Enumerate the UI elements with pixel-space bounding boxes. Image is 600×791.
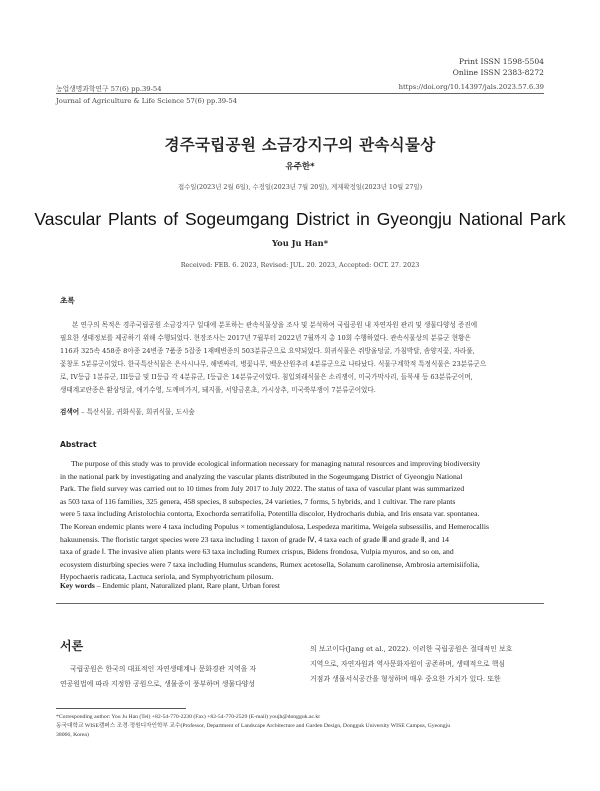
- abstract-kr-line: 로, IV등급 1분류군, III등급 및 II등급 각 4분류군, I등급은 14분류군이었다. 침입외래식물은 소리쟁이, 미국가막사리, 들묵새 등 63분류군이며,: [60, 373, 473, 381]
- abstract-kr-line: 생태계교란종은 환삼덩굴, 애기수영, 도깨비가지, 돼지풀, 서양금혼초, 가시상추, 미국쑥부쟁이 7분류군이었다.: [60, 386, 376, 394]
- abstract-en-line: were 5 taxa including Aristolochia contorta, Exochorda serratifolia, Potentilla discolor, Hydrocharis dubia, and Iris ensata var. spontanea.: [60, 509, 480, 519]
- dates-korean: 접수일(2023년 2월 6일), 수정일(2023년 7월 20일), 게재확정일(2023년 10월 27일): [177, 183, 423, 191]
- abstract-en-line: The purpose of this study was to provide ecological information necessary for managing natural resources and improving biodiversity: [71, 459, 481, 468]
- abstract-en-line: as 503 taxa of 116 families, 325 genera, 458 species, 8 subspecies, 24 varieties, 7 forms, 5 hybrids, and 1 cultivar. The rare plants: [60, 496, 456, 506]
- print-issn: Print ISSN 1598-5504: [458, 57, 544, 66]
- header-divider: [56, 93, 544, 94]
- abstract-kr-line: 꽃창포 5분류군이었다. 한국특산식물은 은사시나무, 해변싸리, 병꽃나무, 백운산원추리 4분류군으로 나타났다. 식물구계학적 특정식물은 23분류군으: [60, 360, 487, 368]
- title-english: Vascular Plants of Sogeumgang District in Gyeongju National Park: [34, 209, 566, 229]
- abstract-en-line: The Korean endemic plants were 4 taxa including Populus × tomentiglandulosa, Lespedeza maritima, Weigela subsessilis, and Hemerocallis: [60, 521, 489, 531]
- corresponding-author-footnote: [56, 713, 546, 740]
- abstract-kr-line: 116과 325속 458종 8아종 24변종 7품종 5잡종 1재배변종의 503분류군으로 요약되었다. 희귀식물은 쥐방울덩굴, 가침박달, 솜양지꽃, 자라풀,: [60, 347, 475, 355]
- abstract-en-line: taxa of grade Ⅰ. The invasive alien plants were 63 taxa including Rumex crispus, Bidens frondosa, Vulpia myuros, and so on, and: [60, 547, 454, 557]
- dates-english: Received: FEB. 6. 2023, Revised: JUL. 20. 2023, Accepted: OCT. 27. 2023: [180, 261, 420, 269]
- author-korean: 유주한*: [285, 162, 315, 172]
- intro-left-line: 연공원법에 따라 지정한 공원으로, 생물종이 풍부하며 생물다양성: [60, 680, 256, 688]
- intro-right-line: 지역으로, 자연자원과 역사문화자원이 공존하며, 생태적으로 핵심: [310, 660, 506, 668]
- intro-right-line: 의 보고이다(Jang et al., 2022). 이러한 국립공원은 절대적인 보호: [310, 645, 513, 653]
- title-korean: 경주국립공원 소금강지구의 관속식물상: [164, 136, 436, 154]
- footnote-line: *Corresponding author: You Ju Han (Tel) +82-54-770-2230 (Fax) +82-54-770-2529 (E-mail) youjh@dongguk.ac.kr: [56, 714, 321, 720]
- abstract-en-line: ecosystem disturbing species were 7 taxa including Humulus scandens, Rumex acetosella, Solanum carolinense, Ambrosia artemisiifolia,: [60, 559, 480, 569]
- abstract-en-body: [60, 458, 540, 584]
- section-divider: [56, 603, 544, 604]
- abstract-kr-body: [60, 319, 540, 397]
- abstract-kr-heading: 초록: [60, 296, 75, 305]
- intro-left-line: 국립공원은 한국의 대표적인 자연생태계나 문화경관 지역을 자: [70, 665, 257, 673]
- online-issn: Online ISSN 2383-8272: [452, 68, 544, 77]
- abstract-en-heading: Abstract: [60, 440, 97, 449]
- introduction-heading: 서론: [60, 639, 84, 653]
- intro-left-column: [60, 662, 295, 692]
- issn-block: [453, 56, 544, 78]
- doi-link[interactable]: https://doi.org/10.14397/jals.2023.57.6.39: [398, 83, 544, 91]
- intro-right-line: 거점과 생물서식공간을 형성하며 매우 중요한 가치가 있다. 또한: [310, 675, 501, 683]
- author-english: You Ju Han*: [271, 238, 329, 248]
- footnote-divider: [56, 708, 186, 709]
- footnote-line: 동국대학교 WISE캠퍼스 조경·정원디자인학부 교수(Professor, Department of Landscape Architecture and Garden Design, Dongguk University WISE Campus, Gyeongju: [56, 723, 451, 729]
- keywords-kr: [60, 406, 195, 416]
- abstract-en-line: hakuunensis. The floristic target species were 23 taxa including 1 taxon of grade Ⅳ, 4 taxa each of grade Ⅲ and grade Ⅱ, and 14: [60, 534, 449, 544]
- journal-citation-en: Journal of Agriculture & Life Science 57(6) pp.39-54: [56, 97, 238, 105]
- keywords-en-label: Key words: [60, 581, 95, 590]
- journal-citation-kr: 농업생명과학연구 57(6) pp.39-54: [56, 85, 162, 93]
- keywords-kr-values: – 특산식물, 귀화식물, 희귀식물, 도시숲: [81, 408, 195, 416]
- abstract-kr-line: 본 연구의 목적은 경주국립공원 소금강지구 일대에 분포하는 관속식물상을 조사 및 분석하여 국립공원 내 자연자원 관리 및 생물다양성 증진에: [72, 321, 478, 329]
- abstract-en-line: Hypochaeris radicata, Lactuca seriola, and Symphyotrichum pilosum.: [60, 572, 274, 582]
- abstract-en-line: Park. The field survey was carried out to 10 times from July 2017 to July 2022. The status of taxa of vascular plant was summarized: [60, 484, 465, 494]
- keywords-en-values: – Endemic plant, Naturalized plant, Rare plant, Urban forest: [96, 581, 280, 590]
- footnote-line: 38066, Korea): [56, 732, 89, 738]
- keywords-en: [60, 581, 280, 590]
- intro-right-column: [310, 642, 546, 687]
- abstract-en-line: in the national park by investigating and analyzing the vascular plants distributed in the Sogeumgang District of Gyeongju National: [60, 471, 463, 481]
- abstract-kr-line: 필요한 생태정보를 제공하기 위해 수행되었다. 현장조사는 2017년 7월부터 2022년 7월까지 총 10회 수행하였다. 관속식물상의 분류군 현황은: [60, 334, 471, 342]
- keywords-kr-label: 검색어: [60, 408, 80, 416]
